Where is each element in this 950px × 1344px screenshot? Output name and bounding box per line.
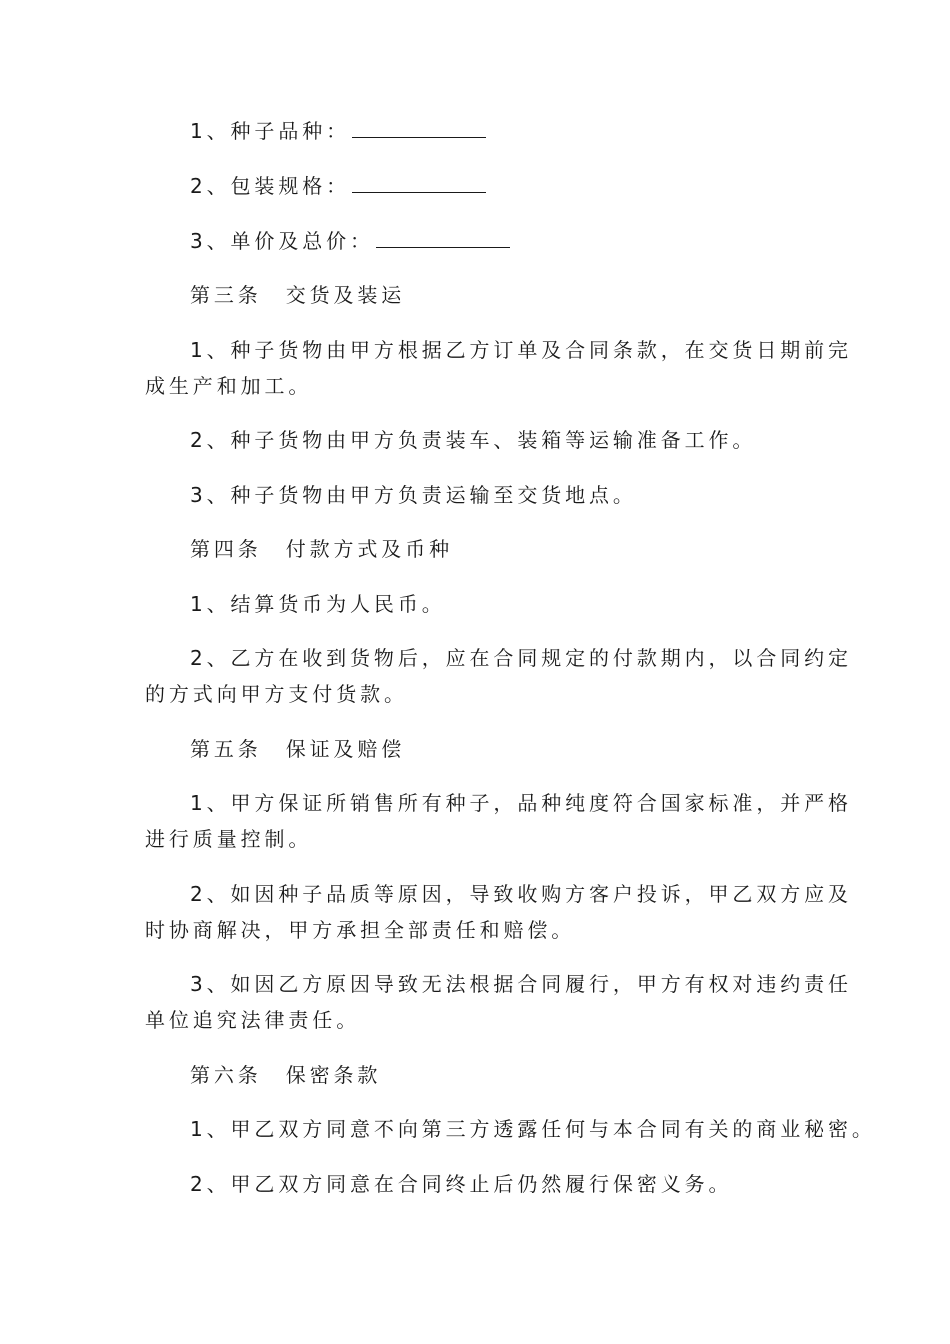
field-label: 包装规格： bbox=[230, 174, 351, 198]
paragraph-line: 3、如因乙方原因导致无法根据合同履行，甲方有权对违约责任 bbox=[190, 972, 852, 996]
paragraph-line: 时协商解决，甲方承担全部责任和赔偿。 bbox=[145, 918, 576, 942]
paragraph-line: 1、甲方保证所销售所有种子，品种纯度符合国家标准，并严格 bbox=[190, 791, 852, 815]
article-heading bbox=[190, 281, 405, 309]
paragraph-line: 2、如因种子品质等原因，导致收购方客户投诉，甲乙双方应及 bbox=[190, 882, 852, 906]
paragraph-line: 成生产和加工。 bbox=[145, 374, 313, 398]
paragraph-line: 1、结算货币为人民币。 bbox=[190, 592, 446, 616]
field-label: 种子品种： bbox=[230, 119, 351, 143]
paragraph-line: 进行质量控制。 bbox=[145, 827, 313, 851]
article-title: 保密条款 bbox=[285, 1063, 382, 1087]
article-heading bbox=[190, 1061, 381, 1089]
paragraph-line: 2、乙方在收到货物后，应在合同规定的付款期内，以合同约定 bbox=[190, 646, 852, 670]
article-title: 保证及赔偿 bbox=[285, 737, 406, 761]
field-label: 单价及总价： bbox=[230, 229, 374, 253]
field-seed-variety bbox=[190, 117, 486, 145]
article-number: 第六条 bbox=[190, 1063, 262, 1087]
article-title: 付款方式及币种 bbox=[285, 537, 454, 561]
article-number: 第五条 bbox=[190, 737, 262, 761]
blank-line[interactable] bbox=[352, 119, 486, 138]
paragraph-line: 2、甲乙双方同意在合同终止后仍然履行保密义务。 bbox=[190, 1172, 733, 1196]
paragraph-line: 的方式向甲方支付货款。 bbox=[145, 682, 408, 706]
paragraph-line: 单位追究法律责任。 bbox=[145, 1008, 361, 1032]
article-number: 第四条 bbox=[190, 537, 262, 561]
paragraph-line: 1、甲乙双方同意不向第三方透露任何与本合同有关的商业秘密。 bbox=[190, 1117, 876, 1141]
field-number: 1、 bbox=[190, 119, 231, 143]
article-number: 第三条 bbox=[190, 283, 262, 307]
paragraph-line: 1、种子货物由甲方根据乙方订单及合同条款，在交货日期前完 bbox=[190, 338, 852, 362]
article-heading bbox=[190, 735, 405, 763]
article-heading bbox=[190, 535, 453, 563]
blank-line[interactable] bbox=[352, 174, 486, 193]
field-number: 3、 bbox=[190, 229, 231, 253]
article-title: 交货及装运 bbox=[285, 283, 406, 307]
field-number: 2、 bbox=[190, 174, 231, 198]
paragraph-line: 2、种子货物由甲方负责装车、装箱等运输准备工作。 bbox=[190, 428, 757, 452]
field-package-spec bbox=[190, 172, 486, 200]
blank-line[interactable] bbox=[376, 229, 510, 248]
field-unit-total-price bbox=[190, 227, 510, 255]
paragraph-line: 3、种子货物由甲方负责运输至交货地点。 bbox=[190, 483, 637, 507]
